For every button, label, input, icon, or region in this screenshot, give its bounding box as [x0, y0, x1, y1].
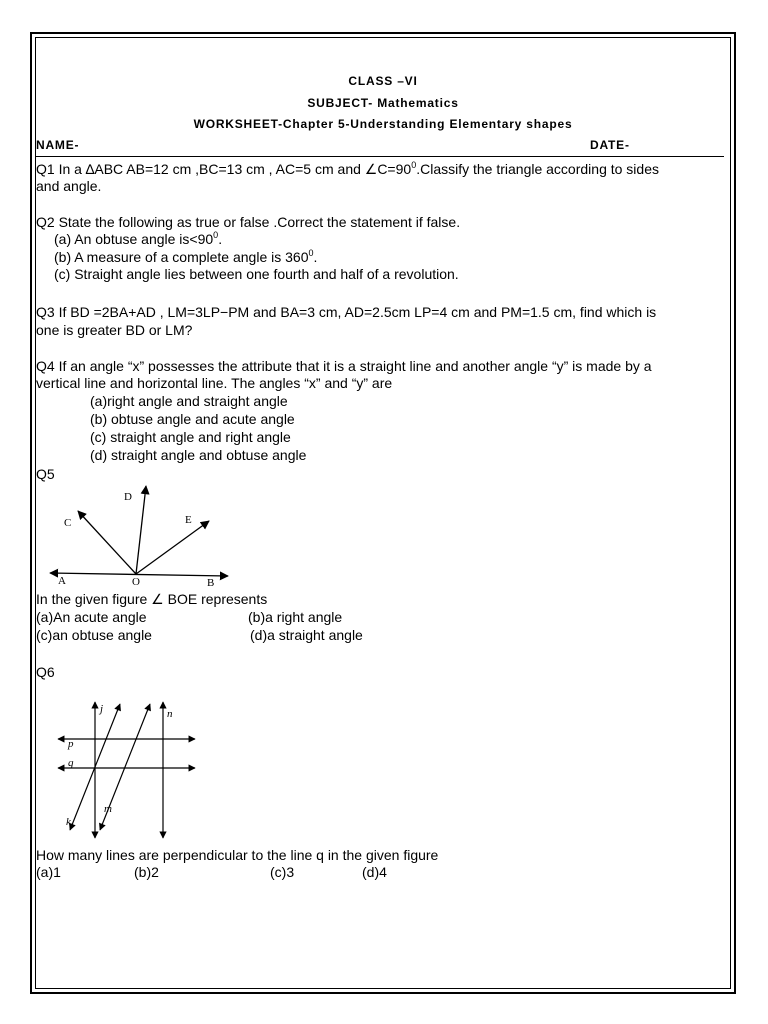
q4-option-a: (a)right angle and straight angle	[90, 393, 288, 409]
worksheet-heading: WORKSHEET-Chapter 5-Understanding Elementary shapes	[193, 117, 573, 131]
q5-question: In the given figure ∠ BOE represents	[36, 591, 268, 607]
label-o: O	[132, 576, 140, 588]
q5-label: Q5	[36, 466, 55, 482]
label-d: D	[124, 491, 132, 503]
q2-a-superscript: 0	[213, 230, 219, 240]
q5-option-d: (d)a straight angle	[250, 627, 363, 643]
q2-a-text: (a) An obtuse angle is<90	[54, 231, 214, 247]
q2-a-end: .	[218, 231, 223, 247]
label-b: B	[207, 577, 215, 589]
q2-b-end: .	[313, 249, 318, 265]
q4-option-d: (d) straight angle and obtuse angle	[90, 447, 307, 463]
q2-b-text: (b) A measure of a complete angle is 360	[54, 249, 309, 265]
label-k: k	[66, 816, 71, 828]
q6-option-b: (b)2	[134, 864, 159, 880]
q6-question: How many lines are perpendicular to the line q in the given figure	[36, 847, 439, 863]
label-j: j	[100, 703, 104, 715]
label-m: m	[104, 803, 112, 815]
label-c: C	[64, 517, 72, 529]
q1-text-b: .Classify the triangle according to sides	[416, 161, 659, 177]
label-q: q	[68, 757, 74, 769]
date-label: DATE-	[590, 138, 630, 152]
label-e: E	[185, 514, 192, 526]
subject-heading: SUBJECT- Mathematics	[307, 96, 459, 110]
q3-line1: Q3 If BD =2BA+AD , LM=3LP−PM and BA=3 cm, AD=2.5cm LP=4 cm and PM=1.5 cm, find which is	[36, 304, 657, 320]
q6-lines	[58, 702, 195, 838]
label-p: p	[68, 738, 74, 750]
q6-option-a: (a)1	[36, 864, 61, 880]
label-a: A	[58, 575, 66, 587]
q5-option-c: (c)an obtuse angle	[36, 627, 152, 643]
q4-option-b: (b) obtuse angle and acute angle	[90, 411, 295, 427]
q6-option-d: (d)4	[362, 864, 387, 880]
q5-option-b: (b)a right angle	[248, 609, 343, 625]
q2-b-superscript: 0	[308, 248, 314, 258]
q4-line2: vertical line and horizontal line. The angles “x” and “y” are	[36, 375, 393, 391]
q4-line1: Q4 If an angle “x” possesses the attribute that it is a straight line and another angle “y” is made by a	[36, 358, 652, 374]
name-label: NAME-	[36, 138, 80, 152]
q2-option-c: (c) Straight angle lies between one fourth and half of a revolution.	[54, 266, 459, 282]
q1-text-a: Q1 In a ∆ABC AB=12 cm ,BC=13 cm , AC=5 cm and ∠C=90	[36, 161, 412, 177]
q5-option-a: (a)An acute angle	[36, 609, 147, 625]
q2-prompt: Q2 State the following as true or false .Correct the statement if false.	[36, 214, 461, 230]
q1-superscript: 0	[411, 160, 417, 170]
q4-option-c: (c) straight angle and right angle	[90, 429, 291, 445]
q3-line2: one is greater BD or LM?	[36, 322, 193, 338]
class-heading: CLASS –VI	[348, 74, 418, 88]
q6-label: Q6	[36, 664, 55, 680]
q1-line2: and angle.	[36, 178, 102, 194]
q6-option-c: (c)3	[270, 864, 295, 880]
label-n: n	[167, 708, 173, 720]
